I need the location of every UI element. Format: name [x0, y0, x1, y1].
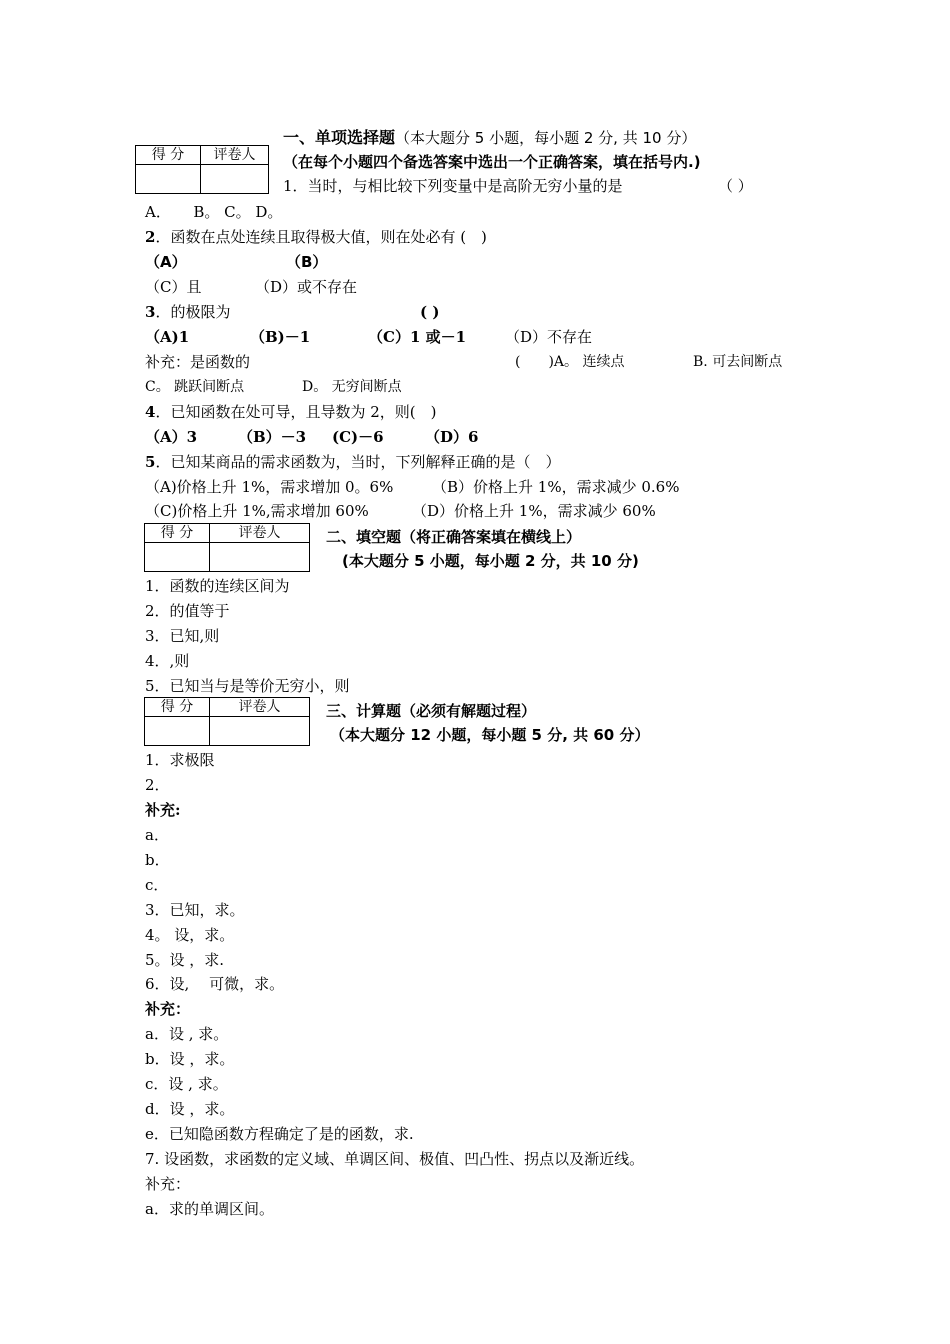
section-3-note: （本大题分 12 小题，每小题 5 分, 共 60 分） — [330, 726, 650, 744]
question-5: 5．已知某商品的需求函数为，当时，下列解释正确的是（ ） — [145, 453, 561, 471]
question-3-option-a: （A)1 — [145, 328, 190, 346]
section-2-note: (本大题分 5 小题，每小题 2 分，共 10 分) — [342, 552, 639, 570]
question-1-options: A． B。 C。 D。 — [145, 203, 283, 221]
question-4: 4．已知函数在处可导，且导数为 2，则( ) — [145, 403, 437, 421]
question-2-option-c: （C）且 — [145, 278, 202, 296]
calc-line: b． — [145, 851, 170, 869]
calc-line: 4。 设，求。 — [145, 926, 235, 944]
score-table-3 — [144, 697, 310, 746]
question-1: 1．当时，与相比较下列变量中是高阶无穷小量的是 — [283, 177, 623, 195]
score-table-2 — [144, 523, 310, 572]
question-4-option-d: （D）6 — [425, 428, 479, 446]
score-header: 得 分 — [136, 146, 201, 165]
supplement-1-option-b: B. 可去间断点 — [693, 354, 783, 370]
question-3-option-b: （B)－1 — [250, 328, 311, 346]
score-header: 得 分 — [145, 698, 210, 717]
grader-cell[interactable] — [210, 543, 310, 572]
calc-line: c．设 , 求。 — [145, 1075, 228, 1093]
fill-item-3: 3．已知,则 — [145, 627, 220, 645]
fill-item-1: 1．函数的连续区间为 — [145, 577, 290, 595]
question-2-option-b: （B） — [286, 253, 328, 271]
question-5-option-b: （B）价格上升 1%，需求减少 0.6% — [432, 478, 680, 496]
score-header: 得 分 — [145, 524, 210, 543]
supplement-1-option-d: D。 无穷间断点 — [302, 379, 402, 395]
question-5-option-d: （D）价格上升 1%，需求减少 60% — [412, 502, 656, 520]
question-4-option-b: （B）－3 — [238, 428, 307, 446]
calc-line: 1．求极限 — [145, 751, 215, 769]
calc-line: 5。设 ，求. — [145, 951, 225, 969]
calc-line: b．设 ，求。 — [145, 1050, 235, 1068]
calc-line: 7. 设函数，求函数的定义域、单调区间、极值、凹凸性、拐点以及渐近线。 — [145, 1150, 645, 1168]
calc-line: 补充: — [145, 801, 181, 819]
calc-line: 补充： — [145, 1175, 191, 1193]
question-3: 3．的极限为 — [145, 303, 231, 321]
score-table-1 — [135, 145, 269, 194]
supplement-1: 补充：是函数的 — [145, 353, 251, 371]
fill-item-4: 4．,则 — [145, 652, 190, 670]
calc-line: e．已知隐函数方程确定了是的函数，求. — [145, 1125, 414, 1143]
fill-item-5: 5．已知当与是等价无穷小，则 — [145, 677, 350, 695]
score-cell[interactable] — [136, 165, 201, 194]
calc-line: a．求的单调区间。 — [145, 1200, 274, 1218]
section-2-title: 二、填空题（将正确答案填在横线上） — [326, 528, 582, 546]
calc-line: a．设 , 求。 — [145, 1025, 229, 1043]
question-3-paren: ( ) — [420, 303, 440, 321]
grader-header: 评卷人 — [210, 698, 310, 717]
calc-line: 3．已知，求。 — [145, 901, 245, 919]
calc-line: 2． — [145, 776, 170, 794]
grader-cell[interactable] — [210, 717, 310, 746]
question-4-option-a: （A）3 — [145, 428, 198, 446]
question-3-option-c: （C）1 或－1 — [368, 328, 467, 346]
score-cell[interactable] — [145, 717, 210, 746]
section-1-title: 一、单项选择题（本大题分 5 小题，每小题 2 分, 共 10 分） — [283, 128, 697, 147]
score-cell[interactable] — [145, 543, 210, 572]
calc-line: 6．设, 可微，求。 — [145, 975, 285, 993]
question-1-paren: （ ） — [718, 177, 753, 195]
grader-header: 评卷人 — [210, 524, 310, 543]
supplement-1-option-c: C。 跳跃间断点 — [145, 379, 245, 395]
section-3-title: 三、计算题（必须有解题过程） — [326, 702, 537, 720]
calc-line: d．设 ，求。 — [145, 1100, 235, 1118]
question-2: 2．函数在点处连续且取得极大值，则在处必有 ( ) — [145, 228, 487, 246]
calc-line: a． — [145, 826, 169, 844]
supplement-1-paren: ( )A。 连续点 — [515, 354, 625, 370]
fill-item-2: 2．的值等于 — [145, 602, 230, 620]
calc-line: c． — [145, 876, 169, 894]
grader-header: 评卷人 — [201, 146, 269, 165]
question-3-option-d: （D）不存在 — [505, 328, 593, 346]
question-5-option-a: （A)价格上升 1%，需求增加 0。6% — [145, 478, 394, 496]
question-5-option-c: （C)价格上升 1%,需求增加 60% — [145, 502, 369, 520]
question-4-option-c: (C)－6 — [332, 428, 384, 446]
grader-cell[interactable] — [201, 165, 269, 194]
calc-line: 补充： — [145, 1000, 191, 1018]
section-1-instruction: （在每个小题四个备选答案中选出一个正确答案，填在括号内.) — [283, 153, 701, 171]
question-2-option-d: （D）或不存在 — [255, 278, 358, 296]
question-2-option-a: （A） — [145, 253, 187, 271]
